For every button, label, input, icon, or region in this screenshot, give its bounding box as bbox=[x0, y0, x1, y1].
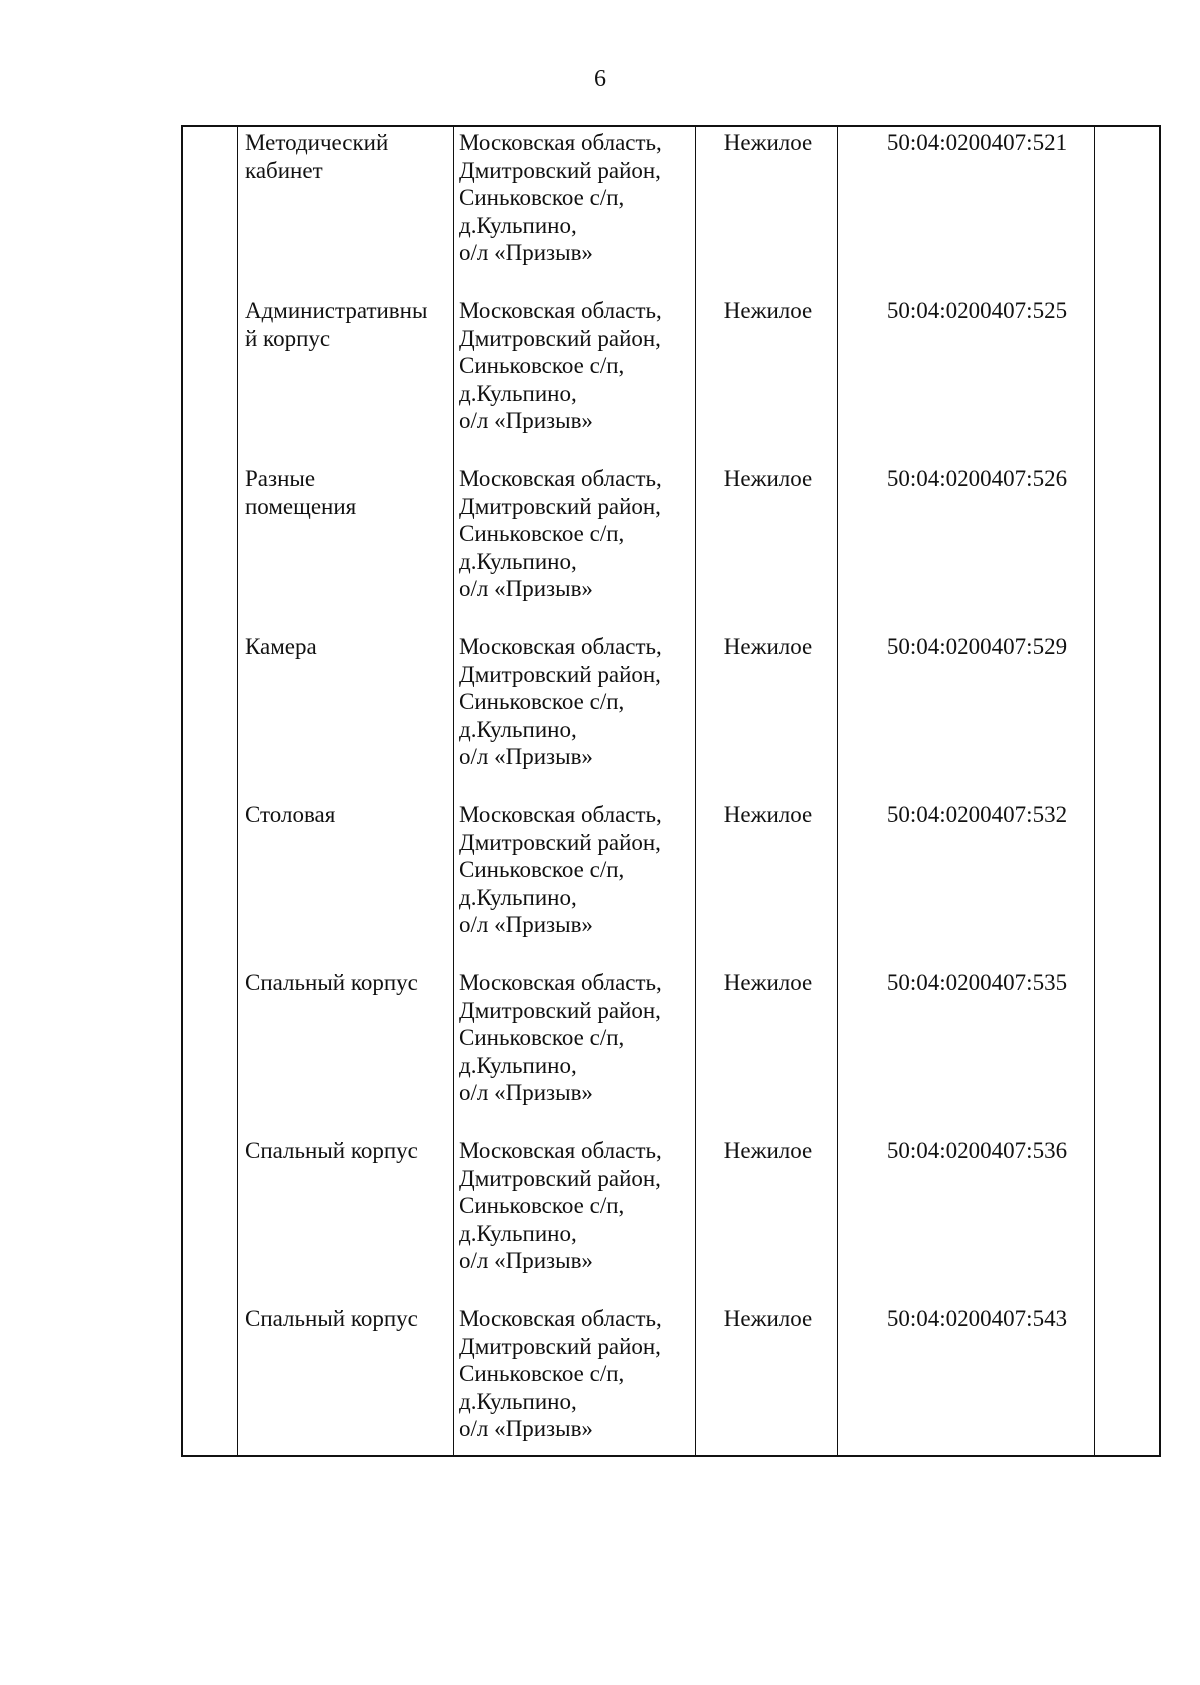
table-row bbox=[183, 801, 1159, 967]
table-row bbox=[183, 129, 1159, 295]
object-address bbox=[459, 1305, 695, 1443]
cadastral-number: 50:04:0200407:536 bbox=[886, 1138, 1068, 1163]
address-line: о/л «Призыв» bbox=[459, 240, 593, 265]
object-name-line: Административны bbox=[245, 298, 428, 323]
address-line: Московская область, bbox=[459, 1306, 662, 1331]
object-name-line: Столовая bbox=[245, 802, 336, 827]
address-line: о/л «Призыв» bbox=[459, 912, 593, 937]
address-line: Синьковское с/п, bbox=[459, 185, 625, 210]
object-name-line: Методический bbox=[245, 130, 389, 155]
address-line: о/л «Призыв» bbox=[459, 1248, 593, 1273]
object-name-line: й корпус bbox=[245, 325, 331, 351]
table-row bbox=[183, 1137, 1159, 1303]
object-address bbox=[459, 297, 695, 435]
object-address bbox=[459, 801, 695, 939]
address-line: о/л «Призыв» bbox=[459, 744, 593, 769]
page-number: 6 bbox=[594, 66, 606, 92]
object-name-line: Спальный корпус bbox=[245, 1138, 418, 1163]
address-line: Московская область, bbox=[459, 298, 662, 323]
address-line: о/л «Призыв» bbox=[459, 408, 593, 433]
cadastral-number: 50:04:0200407:526 bbox=[886, 466, 1068, 491]
address-line: д.Кульпино, bbox=[459, 380, 577, 406]
address-line: о/л «Призыв» bbox=[459, 1416, 593, 1441]
address-line: Московская область, bbox=[459, 634, 662, 659]
object-name bbox=[245, 297, 455, 352]
address-line: Дмитровский район, bbox=[459, 493, 661, 519]
address-line: д.Кульпино, bbox=[459, 1220, 577, 1246]
object-address bbox=[459, 969, 695, 1107]
table-row bbox=[183, 1305, 1159, 1471]
address-line: Дмитровский район, bbox=[459, 1333, 661, 1359]
cadastral-number: 50:04:0200407:521 bbox=[886, 130, 1068, 155]
object-type: Нежилое bbox=[723, 130, 813, 155]
address-line: Дмитровский район, bbox=[459, 661, 661, 687]
address-line: о/л «Призыв» bbox=[459, 576, 593, 601]
object-name-line: Камера bbox=[245, 634, 317, 659]
address-line: Дмитровский район, bbox=[459, 829, 661, 855]
address-line: о/л «Призыв» bbox=[459, 1080, 593, 1105]
address-line: Дмитровский район, bbox=[459, 157, 661, 183]
address-line: Московская область, bbox=[459, 130, 662, 155]
address-line: Дмитровский район, bbox=[459, 325, 661, 351]
object-name bbox=[245, 1137, 455, 1165]
object-name bbox=[245, 1305, 455, 1333]
object-address bbox=[459, 129, 695, 267]
cadastral-number: 50:04:0200407:525 bbox=[886, 298, 1068, 323]
object-name bbox=[245, 465, 455, 520]
table-row bbox=[183, 969, 1159, 1135]
object-type: Нежилое bbox=[723, 634, 813, 659]
object-name-line: кабинет bbox=[245, 157, 323, 183]
object-type: Нежилое bbox=[723, 298, 813, 323]
object-name bbox=[245, 129, 455, 184]
table-row bbox=[183, 297, 1159, 463]
table-row bbox=[183, 465, 1159, 631]
address-line: д.Кульпино, bbox=[459, 884, 577, 910]
object-name-line: Спальный корпус bbox=[245, 970, 418, 995]
object-address bbox=[459, 465, 695, 603]
address-line: Московская область, bbox=[459, 970, 662, 995]
address-line: Синьковское с/п, bbox=[459, 689, 625, 714]
property-table bbox=[181, 125, 1161, 1457]
object-type: Нежилое bbox=[723, 1306, 813, 1331]
table-row bbox=[183, 633, 1159, 799]
address-line: Московская область, bbox=[459, 466, 662, 491]
cadastral-number: 50:04:0200407:529 bbox=[886, 634, 1068, 659]
address-line: д.Кульпино, bbox=[459, 212, 577, 238]
address-line: Московская область, bbox=[459, 802, 662, 827]
address-line: Синьковское с/п, bbox=[459, 1361, 625, 1386]
address-line: д.Кульпино, bbox=[459, 1052, 577, 1078]
address-line: Синьковское с/п, bbox=[459, 857, 625, 882]
address-line: Синьковское с/п, bbox=[459, 521, 625, 546]
object-address bbox=[459, 1137, 695, 1275]
address-line: Синьковское с/п, bbox=[459, 1193, 625, 1218]
object-name-line: Разные bbox=[245, 466, 316, 491]
object-address bbox=[459, 633, 695, 771]
object-name bbox=[245, 633, 455, 661]
object-type: Нежилое bbox=[723, 970, 813, 995]
address-line: д.Кульпино, bbox=[459, 1388, 577, 1414]
address-line: Московская область, bbox=[459, 1138, 662, 1163]
address-line: Дмитровский район, bbox=[459, 1165, 661, 1191]
object-type: Нежилое bbox=[723, 466, 813, 491]
address-line: д.Кульпино, bbox=[459, 548, 577, 574]
cadastral-number: 50:04:0200407:543 bbox=[886, 1306, 1068, 1331]
cadastral-number: 50:04:0200407:535 bbox=[886, 970, 1068, 995]
object-name-line: помещения bbox=[245, 493, 357, 519]
address-line: Синьковское с/п, bbox=[459, 1025, 625, 1050]
cadastral-number: 50:04:0200407:532 bbox=[886, 802, 1068, 827]
address-line: д.Кульпино, bbox=[459, 716, 577, 742]
address-line: Дмитровский район, bbox=[459, 997, 661, 1023]
address-line: Синьковское с/п, bbox=[459, 353, 625, 378]
object-type: Нежилое bbox=[723, 802, 813, 827]
object-type: Нежилое bbox=[723, 1138, 813, 1163]
object-name bbox=[245, 801, 455, 829]
object-name bbox=[245, 969, 455, 997]
object-name-line: Спальный корпус bbox=[245, 1306, 418, 1331]
